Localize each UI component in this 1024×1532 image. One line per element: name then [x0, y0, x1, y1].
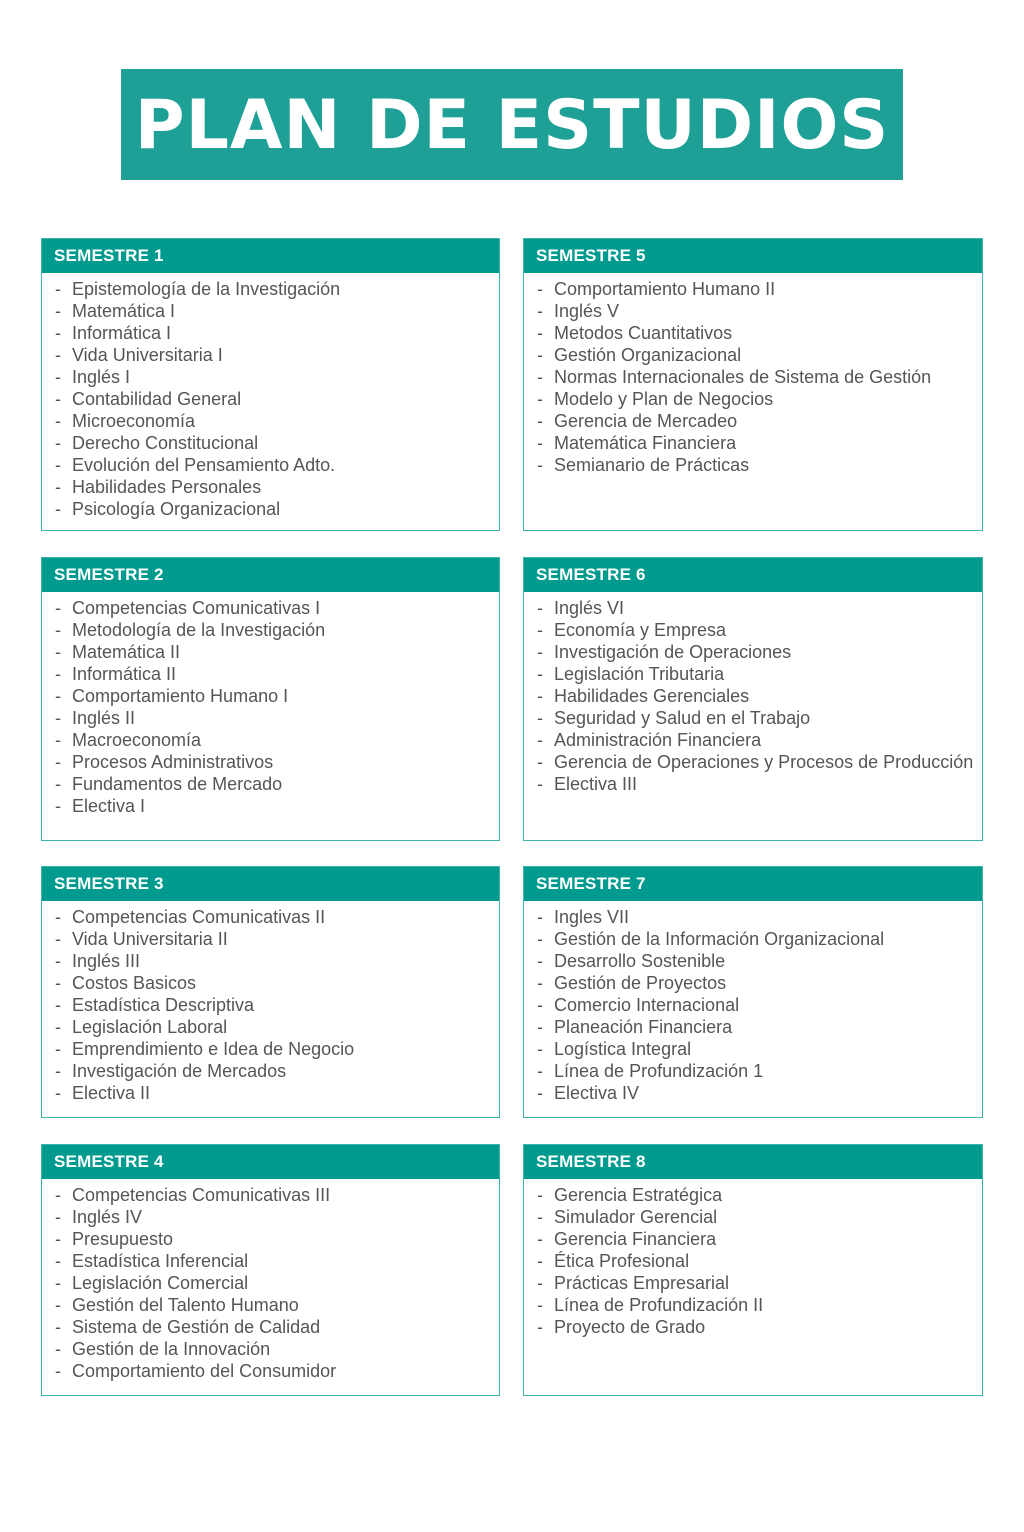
semester-title: SEMESTRE 2: [54, 565, 164, 584]
course-list: [524, 901, 982, 1104]
course-item: - Legislación Comercial: [42, 1272, 499, 1294]
course-item: - Matemática II: [42, 641, 499, 663]
course-item: - Gerencia Financiera: [524, 1228, 982, 1250]
course-item: - Inglés III: [42, 950, 499, 972]
course-item: - Planeación Financiera: [524, 1016, 982, 1038]
course-item: - Inglés V: [524, 300, 982, 322]
course-item: - Competencias Comunicativas III: [42, 1184, 499, 1206]
course-list: [524, 592, 982, 795]
course-item: - Legislación Laboral: [42, 1016, 499, 1038]
course-item: - Gestión de la Información Organizacional: [524, 928, 982, 950]
semester-card-5: [523, 238, 983, 531]
course-item: - Inglés IV: [42, 1206, 499, 1228]
semester-header: [524, 239, 982, 273]
course-item: - Inglés II: [42, 707, 499, 729]
course-item: - Proyecto de Grado: [524, 1316, 982, 1338]
course-item: - Vida Universitaria II: [42, 928, 499, 950]
course-item: - Modelo y Plan de Negocios: [524, 388, 982, 410]
course-list: [42, 901, 499, 1104]
course-item: - Línea de Profundización 1: [524, 1060, 982, 1082]
course-item: - Contabilidad General: [42, 388, 499, 410]
course-item: - Comportamiento del Consumidor: [42, 1360, 499, 1382]
course-item: - Gestión de la Innovación: [42, 1338, 499, 1360]
course-item: - Epistemología de la Investigación: [42, 278, 499, 300]
course-item: - Economía y Empresa: [524, 619, 982, 641]
course-item: - Habilidades Gerenciales: [524, 685, 982, 707]
semester-header: [524, 867, 982, 901]
course-item: - Simulador Gerencial: [524, 1206, 982, 1228]
course-item: - Gestión del Talento Humano: [42, 1294, 499, 1316]
course-item: - Normas Internacionales de Sistema de Gestión: [524, 366, 982, 388]
course-item: - Ética Profesional: [524, 1250, 982, 1272]
course-item: - Gerencia Estratégica: [524, 1184, 982, 1206]
course-item: - Semianario de Prácticas: [524, 454, 982, 476]
course-item: - Inglés I: [42, 366, 499, 388]
course-item: - Informática II: [42, 663, 499, 685]
course-item: - Electiva I: [42, 795, 499, 817]
course-item: - Metodos Cuantitativos: [524, 322, 982, 344]
course-item: - Informática I: [42, 322, 499, 344]
title-banner: [121, 69, 903, 180]
course-list: [42, 273, 499, 520]
course-list: [42, 1179, 499, 1382]
course-item: - Presupuesto: [42, 1228, 499, 1250]
semester-header: [42, 1145, 499, 1179]
course-item: - Línea de Profundización II: [524, 1294, 982, 1316]
semester-card-1: [41, 238, 500, 531]
course-item: - Fundamentos de Mercado: [42, 773, 499, 795]
semester-title: SEMESTRE 6: [536, 565, 646, 584]
course-item: - Seguridad y Salud en el Trabajo: [524, 707, 982, 729]
page-title: PLAN DE ESTUDIOS: [134, 85, 890, 165]
semester-card-3: [41, 866, 500, 1118]
semester-card-2: [41, 557, 500, 841]
course-item: - Gerencia de Mercadeo: [524, 410, 982, 432]
course-item: - Derecho Constitucional: [42, 432, 499, 454]
course-item: - Evolución del Pensamiento Adto.: [42, 454, 499, 476]
course-item: - Emprendimiento e Idea de Negocio: [42, 1038, 499, 1060]
course-item: - Habilidades Personales: [42, 476, 499, 498]
course-list: [524, 1179, 982, 1338]
semester-header: [524, 558, 982, 592]
course-item: - Legislación Tributaria: [524, 663, 982, 685]
course-item: - Electiva III: [524, 773, 982, 795]
course-item: - Competencias Comunicativas I: [42, 597, 499, 619]
course-item: - Comportamiento Humano II: [524, 278, 982, 300]
course-item: - Gestión Organizacional: [524, 344, 982, 366]
semester-title: SEMESTRE 4: [54, 1152, 164, 1171]
course-item: - Ingles VII: [524, 906, 982, 928]
course-item: - Microeconomía: [42, 410, 499, 432]
semester-header: [42, 239, 499, 273]
course-item: - Gestión de Proyectos: [524, 972, 982, 994]
course-item: - Estadística Inferencial: [42, 1250, 499, 1272]
semester-card-7: [523, 866, 983, 1118]
course-item: - Gerencia de Operaciones y Procesos de Producción: [524, 751, 982, 773]
semester-card-4: [41, 1144, 500, 1396]
course-item: - Administración Financiera: [524, 729, 982, 751]
course-item: - Logística Integral: [524, 1038, 982, 1060]
course-item: - Investigación de Mercados: [42, 1060, 499, 1082]
course-item: - Investigación de Operaciones: [524, 641, 982, 663]
course-item: - Prácticas Empresarial: [524, 1272, 982, 1294]
course-list: [524, 273, 982, 476]
semester-title: SEMESTRE 1: [54, 246, 164, 265]
course-item: - Inglés VI: [524, 597, 982, 619]
course-item: - Metodología de la Investigación: [42, 619, 499, 641]
course-item: - Psicología Organizacional: [42, 498, 499, 520]
semester-title: SEMESTRE 7: [536, 874, 646, 893]
course-item: - Matemática I: [42, 300, 499, 322]
course-item: - Costos Basicos: [42, 972, 499, 994]
course-item: - Competencias Comunicativas II: [42, 906, 499, 928]
course-item: - Vida Universitaria I: [42, 344, 499, 366]
course-item: - Comercio Internacional: [524, 994, 982, 1016]
semester-card-6: [523, 557, 983, 841]
course-item: - Electiva II: [42, 1082, 499, 1104]
course-list: [42, 592, 499, 817]
semester-header: [42, 867, 499, 901]
semester-card-8: [523, 1144, 983, 1396]
semester-title: SEMESTRE 5: [536, 246, 646, 265]
course-item: - Sistema de Gestión de Calidad: [42, 1316, 499, 1338]
course-item: - Desarrollo Sostenible: [524, 950, 982, 972]
course-item: - Matemática Financiera: [524, 432, 982, 454]
course-item: - Estadística Descriptiva: [42, 994, 499, 1016]
course-item: - Comportamiento Humano I: [42, 685, 499, 707]
course-item: - Macroeconomía: [42, 729, 499, 751]
semester-header: [42, 558, 499, 592]
semester-title: SEMESTRE 8: [536, 1152, 646, 1171]
course-item: - Procesos Administrativos: [42, 751, 499, 773]
semester-header: [524, 1145, 982, 1179]
semester-title: SEMESTRE 3: [54, 874, 164, 893]
course-item: - Electiva IV: [524, 1082, 982, 1104]
